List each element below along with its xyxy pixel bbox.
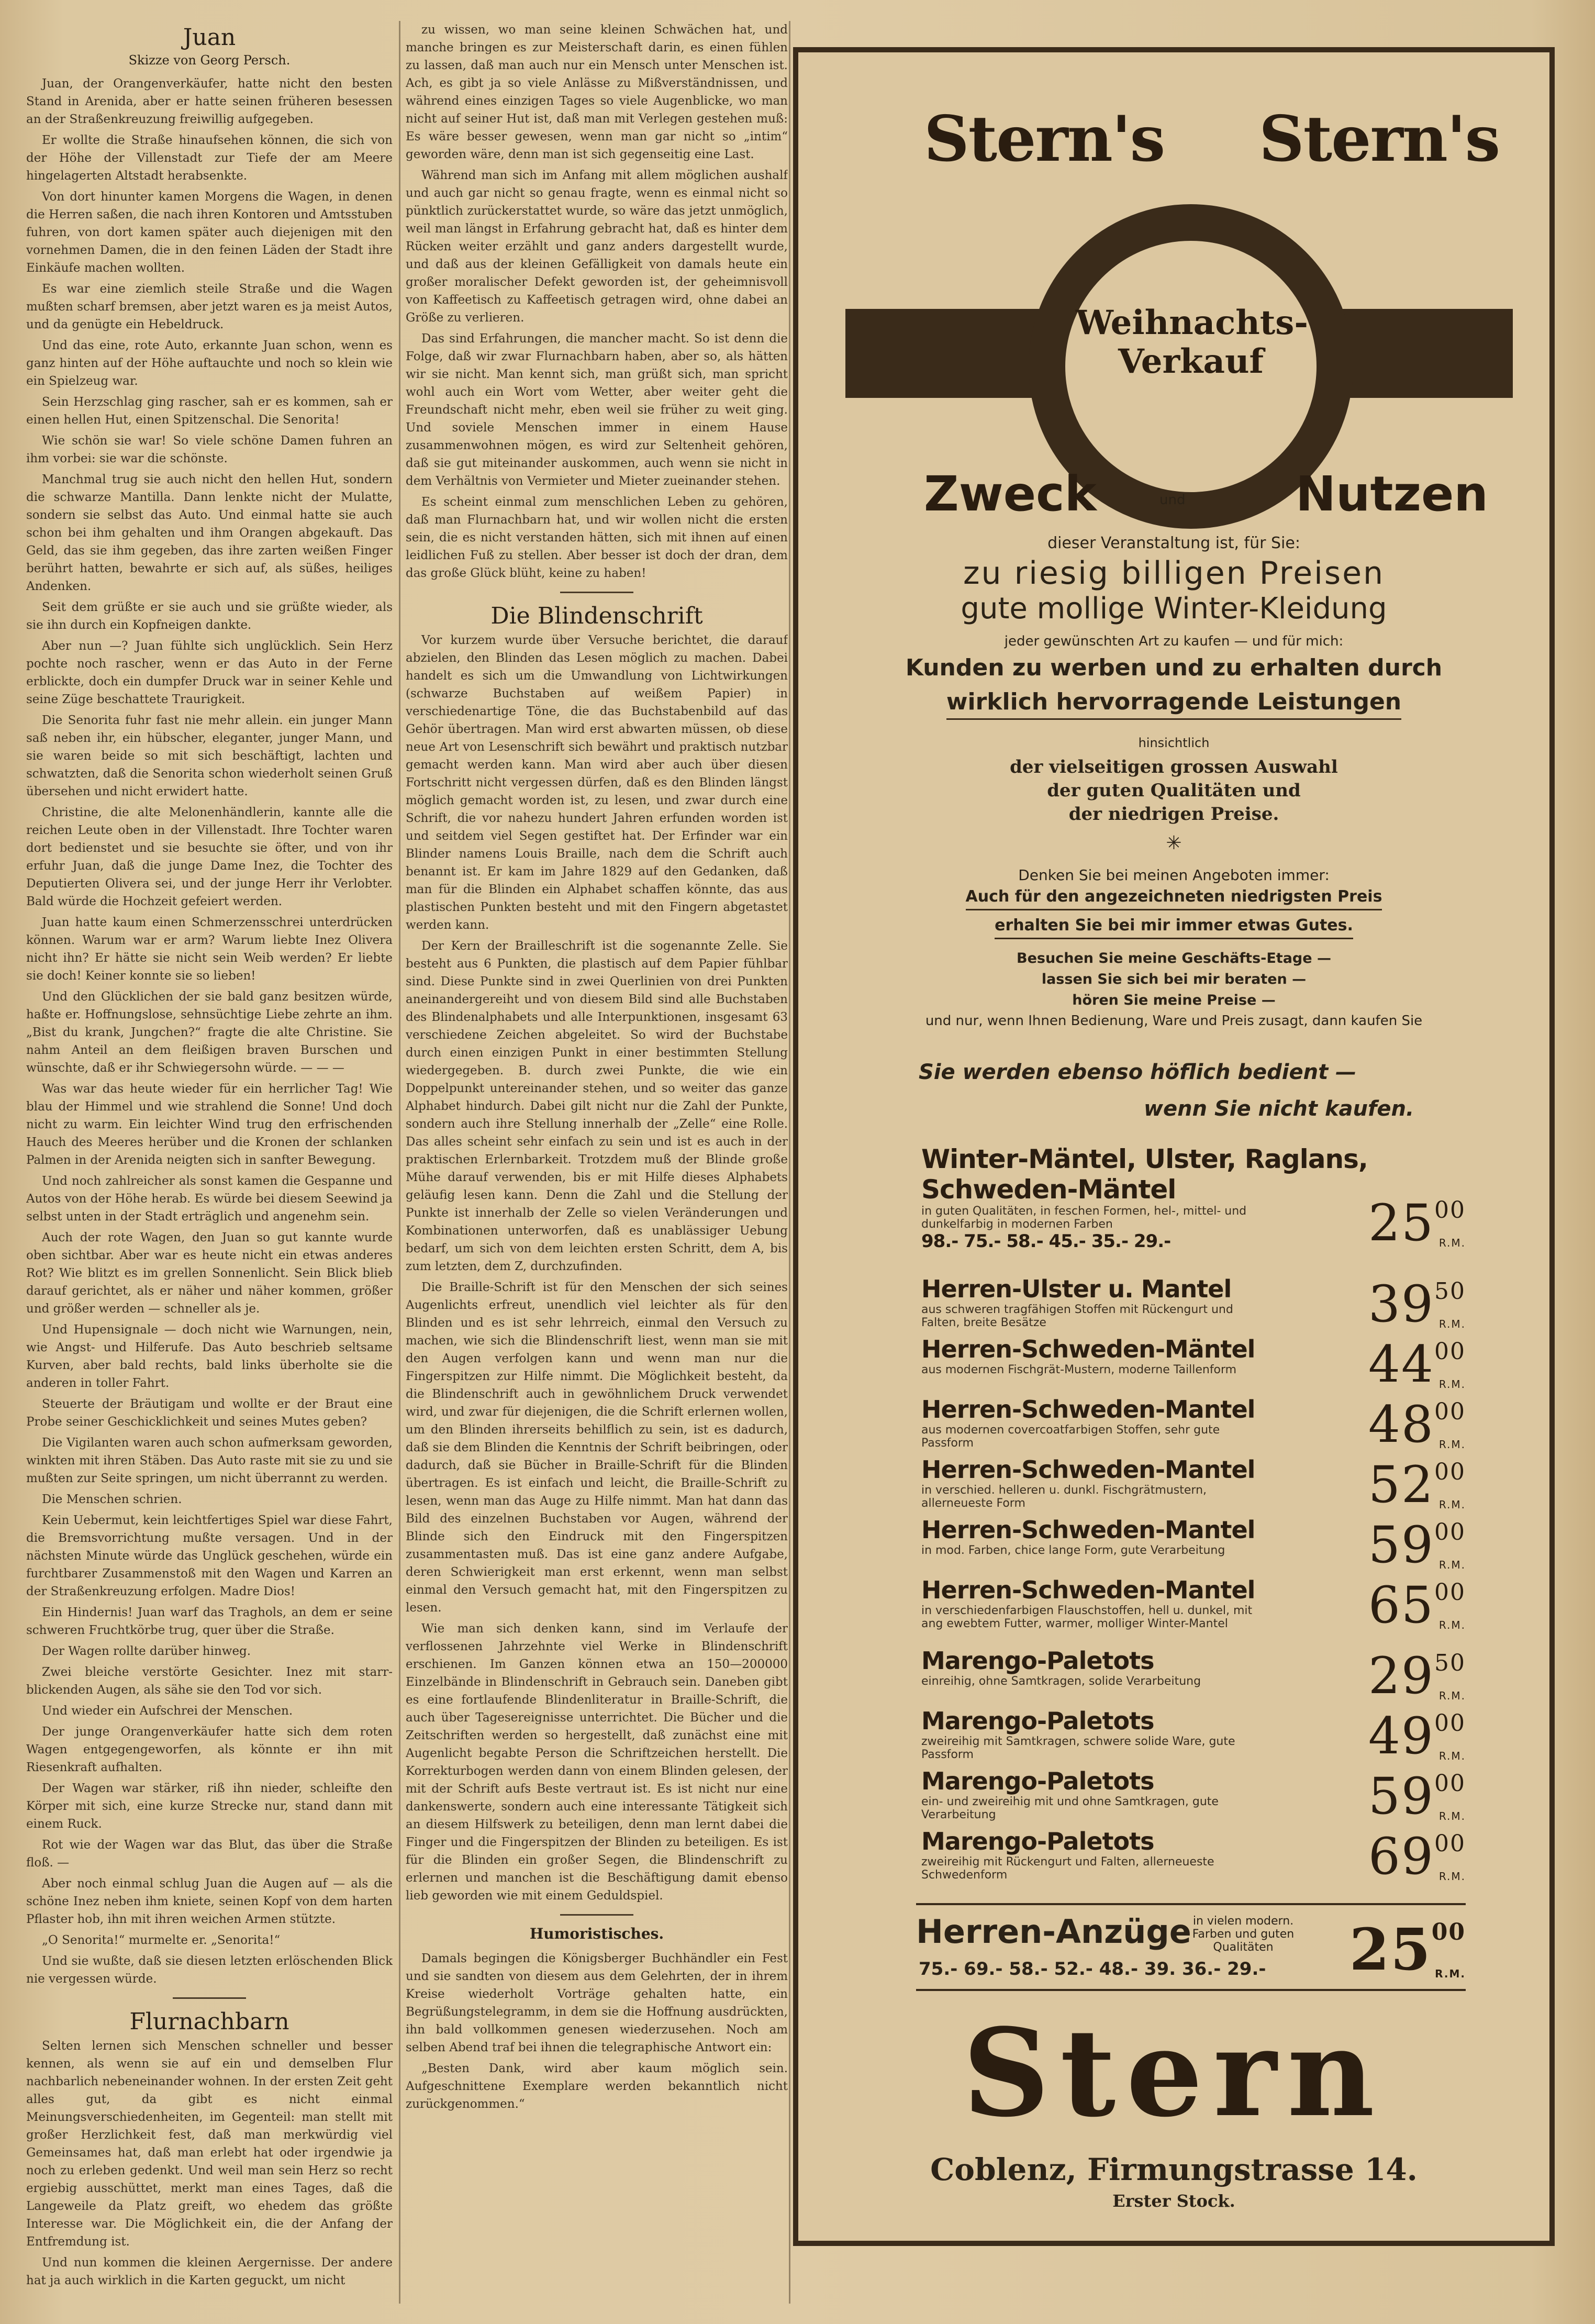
- paragraph: Die Menschen schrien.: [42, 1493, 182, 1506]
- item-name: Herren-Schweden-Mantel: [921, 1455, 1255, 1484]
- price-cents: 00: [1434, 1519, 1466, 1545]
- item-desc: aus schweren tragfähigen Stoffen mit Rückengurt und Falten, breite Besätze: [921, 1303, 1233, 1329]
- item-name: Marengo-Paletots: [921, 1827, 1154, 1855]
- price-value: 69: [1368, 1827, 1434, 1886]
- paragraph: Und wieder ein Aufschrei der Menschen.: [42, 1704, 293, 1718]
- price-value: 25: [1368, 1194, 1434, 1252]
- paragraph: „O Senorita!“ murmelte er. „Senorita!“: [42, 1933, 281, 1947]
- brand-left: Stern's: [924, 102, 1165, 176]
- column-rule: [789, 21, 790, 2304]
- paragraph: Aber nun —? Juan fühlte sich unglücklich. Sein Herz pochte noch rascher, wenn er das Auto in der Ferne erblickte, doch ein dumpfer Druck war in seiner Kehle und seine Züge beschattete Traurigkeit.: [26, 639, 393, 706]
- anzuege-desc: in vielen modern. Farben und guten Qualitäten: [1192, 1915, 1295, 1954]
- item-desc: in verschiedenfarbigen Flauschstoffen, hell u. dunkel, mit ang ewebtem Futter, warmer, molliger Winter-Mantel: [921, 1604, 1253, 1630]
- item-desc: in verschied. helleren u. dunkl. Fischgrätmustern, allerneueste Form: [921, 1484, 1207, 1510]
- item-price: [1368, 1395, 1466, 1454]
- price-value: 59: [1368, 1516, 1434, 1574]
- price-item: [921, 1827, 1466, 1886]
- ornament-bar-left: [845, 309, 1044, 398]
- footer-brand: Stern: [962, 2003, 1386, 2144]
- paragraph: Damals begingen die Königsberger Buchhändler ein Fest und sie sandten von diesem aus dem Gelehrten, der in ihrem Kreise wiederholt Vorträge gehalten hatte, ein Begrüßungstelegramm, in dem sie die Hoffnung ausdrückten, ihn bald vollkommen genesen wiederzusehen. Noch am selben Abend traf bei ihnen die telegraphische Antwort ein:: [406, 1952, 788, 2054]
- ad-text: lassen Sie sich bei mir beraten —: [1041, 971, 1307, 987]
- column-2: [406, 21, 788, 2309]
- price-item: [921, 1275, 1466, 1333]
- ad-text: Kunden zu werben und zu erhalten durch: [905, 654, 1443, 681]
- item-name: Herren-Schweden-Mantel: [921, 1576, 1255, 1604]
- item-desc: ein- und zweireihig mit und ohne Samtkragen, gute Verarbeitung: [921, 1795, 1219, 1821]
- item-desc: zweireihig mit Samtkragen, schwere solide Ware, gute Passform: [921, 1735, 1235, 1761]
- ad-text: der vielseitigen grossen Auswahl: [1010, 757, 1338, 777]
- item-price: [1368, 1194, 1466, 1252]
- paragraph: Die Vigilanten waren auch schon aufmerksam geworden, winkten mit ihren Stäben. Das Auto raste mit sie zu und sie mußten zur Seite springen, um nicht überrannt zu werden.: [26, 1436, 393, 1485]
- item-desc: zweireihig mit Rückengurt und Falten, allerneueste Schwedenform: [921, 1855, 1214, 1882]
- price-cents: 00: [1434, 1459, 1466, 1485]
- price-cents: 00: [1434, 1830, 1466, 1857]
- price-cents: 00: [1434, 1398, 1466, 1425]
- item-desc: einreihig, ohne Samtkragen, solide Verarbeitung: [921, 1675, 1201, 1688]
- price-cents: 00: [1434, 1710, 1466, 1737]
- item-name-2: Schweden-Mäntel: [921, 1174, 1176, 1205]
- ad-underlined: wirklich hervorragende Leistungen: [798, 688, 1549, 720]
- paragraph: Der Kern der Brailleschrift ist die sogenannte Zelle. Sie besteht aus 6 Punkten, die plastisch auf dem Papier fühlbar sind. Diese Punkte sind in zwei Querlinien von drei Punkten aneinandergereiht und von diesem Bild sind alle Buchstaben des Blindenalphabets und alle Interpunktionen, insgesamt 63 verschiedene Zeichen abgeleitet. So wird der Buchstabe durch einen einzigen Punkt in einer bestimmten Stellung wiedergegeben. B. durch zwei Punkte, die wie ein Doppelpunkt untereinander stehen, und so weiter das ganze Alphabet hindurch. Dabei gilt nicht nur die Zahl der Punkte, sondern auch ihre Stellung innerhalb der „Zelle“ eine Rolle. Das alles scheint sehr einfach zu sein und ist es auch in der praktischen Erlernbarkeit. Trotzdem muß der Blinde große Mühe darauf verwenden, bis er mit Hilfe dieses Alphabets geläufig lesen kann. Denn die Zahl und die Stellung der Punkte ist innerhalb der Zelle so vielen Veränderungen und Kombinationen unterworfen, daß es unablässiger Uebung bedarf, um sich von dem leichten ersten Schritt, dem A, bis zum letzten, dem Z, durchzufinden.: [406, 939, 788, 1273]
- paragraph: Von dort hinunter kamen Morgens die Wagen, in denen die Herren saßen, die nach ihren Kontoren und Amtsstuben fuhren, von dort kamen später auch diejenigen mit den vornehmen Damen, die in den feinen Läden der Stadt ihre Einkäufe machen wollten.: [26, 190, 393, 275]
- price-unit: R.M.: [1438, 1619, 1466, 1631]
- headline-nutzen: Nutzen: [1296, 466, 1488, 522]
- price-unit: R.M.: [1438, 1810, 1466, 1822]
- paragraph: Das sind Erfahrungen, die mancher macht. So ist denn die Folge, daß wir zwar Flurnachbarn haben, aber so, als hätten wir sie nicht. Man kennt sich, man grüßt sich, man spricht wohl auch ein Wort vom Wetter, aber weiter geht die Freundschaft nicht mehr, eben weil sie früher zu weit ging. Und soviele Menschen immer in einem Hause zusammenwohnen mögen, es wird zur Seltenheit gehören, daß sie gut miteinander auskommen, auch wenn sie nicht in dem Verhältnis von Vermieter und Mieter zueinander stehen.: [406, 332, 788, 488]
- column-1: [26, 21, 393, 2309]
- separator: [560, 592, 633, 593]
- price-item: [921, 1395, 1466, 1454]
- ad-text: jeder gewünschten Art zu kaufen — und für mich:: [1004, 633, 1344, 649]
- price-unit: R.M.: [1438, 1378, 1466, 1391]
- price-item: [921, 1647, 1466, 1705]
- ad-text: Besuchen Sie meine Geschäfts-Etage —: [1017, 950, 1331, 966]
- paragraph: Wie man sich denken kann, sind im Verlaufe der verflossenen Jahrzehnte viel Werke in Blindenschrift erschienen. Im Ganzen können etwa an 150—200000 Einzelbände in Blindenschrift in Gebrauch sein. Daneben gibt es eine fortlaufende Blindenliteratur in Braille-Schrift, die auch über Tagesereignisse unterrichtet. Die Bücher und die Zeitschriften werden so hergestellt, daß zunächst eine mit Augenlicht begabte Person die Schriftzeichen herstellt. Die Korrekturbogen werden dann von einem Blinden gelesen, der mit der Schrift aufs Beste vertraut ist. Es ist nicht nur eine dankenswerte, sondern auch eine interessante Tätigkeit sich an diesem Hilfswerk zu beteiligen, denn man lernt dabei die Finger und die Fingerspitzen der Blinden zu beteiligen. Es ist für die Blinden ein großer Segen, die Blindenschrift zu erlernen und manchen ist die Beschäftigung damit ebenso lieb geworden wie mit einem Geduldspiel.: [406, 1622, 788, 1903]
- paragraph: Zwei bleiche verstörte Gesichter. Inez mit starr-blickenden Augen, als sähe sie den Tod vor sich.: [26, 1665, 393, 1697]
- ad-text: hören Sie meine Preise —: [1072, 992, 1276, 1008]
- article-title-juan: Juan: [183, 24, 236, 51]
- ad-text: gute mollige Winter-Kleidung: [961, 592, 1387, 626]
- paragraph: Juan hatte kaum einen Schmerzensschrei unterdrücken können. Warum war er arm? Warum liebte Inez Olivera nicht ihn? Er hätte sie nicht sein Weib werden? Er liebte sie doch! Keiner konnte sie so lieben!: [26, 916, 393, 983]
- paragraph: Wie schön sie war! So viele schöne Damen fuhren an ihm vorbei: sie war die schönste.: [26, 434, 393, 465]
- item-name: Marengo-Paletots: [921, 1707, 1154, 1735]
- price-item: [921, 1576, 1466, 1634]
- anzuege-prices: 75.- 69.- 58.- 52.- 48.- 39. 36.- 29.-: [919, 1959, 1266, 1980]
- price-unit: R.M.: [1438, 1498, 1466, 1511]
- paragraph: Der Wagen war stärker, riß ihn nieder, schleifte den Körper mit sich, eine kurze Strecke nur, stand dann mit einem Ruck.: [26, 1782, 393, 1831]
- paragraph: Er wollte die Straße hinaufsehen können, die sich von der Höhe der Villenstadt zur Tiefe der am Meere hingelagerten Altstadt herabsenkte.: [26, 134, 393, 183]
- article-subtitle-juan: Skizze von Georg Persch.: [128, 53, 291, 68]
- price-item: [921, 1335, 1466, 1394]
- paragraph: Es war eine ziemlich steile Straße und die Wagen mußten scharf bremsen, aber jetzt waren es ja meist Autos, und da genügte ein Hebeldruck.: [26, 282, 393, 331]
- price-cents: 00: [1434, 1770, 1466, 1797]
- price-value: 52: [1368, 1455, 1434, 1514]
- item-price: [1368, 1275, 1466, 1333]
- price-unit: R.M.: [1438, 1237, 1466, 1249]
- paragraph: Ein Hindernis! Juan warf das Traghols, an dem er seine schweren Fruchtkörbe trug, quer über die Straße.: [26, 1606, 393, 1637]
- paragraph: Vor kurzem wurde über Versuche berichtet, die darauf abzielen, den Blinden das Lesen möglich zu machen. Dabei handelt es sich um die Umwandlung von Lichtwirkungen (schwarze Buchstaben auf weißem Papier) in verschiedenartige Töne, die das Buchstabenbild auf das Gehör übertragen. Man wird erst abwarten müssen, ob diese neue Art von Lesenschrift sich bewährt und praktisch nutzbar gemacht werden kann. Man wird aber auch über diesen Fortschritt nicht vergessen dürfen, daß es den Blinden längst möglich gemacht worden ist, zu lesen, und zwar durch eine Schrift, die vor nahezu hundert Jahren erfunden worden ist und seitdem viel Segen gestiftet hat. Der Erfinder war ein Blinder namens Louis Braille, nach dem die Schrift auch benannt ist. Er kam im Jahre 1829 auf den Gedanken, daß man für die Blinden ein Alphabet schaffen könnte, das aus plastischen Punkten besteht und mit den Fingern abgetastet werden kann.: [406, 633, 788, 932]
- paragraph: Und den Glücklichen der sie bald ganz besitzen würde, haßte er. Hoffnungslose, sehnsüchtige Liebe zehrte an ihm. „Bist du krank, Jungchen?“ fragte die alte Christine. Sie nahm Anteil an dem fleißigen braven Burschen und wünschte, daß er ihr Schwiegersohn würde. — — —: [26, 990, 393, 1075]
- price-cents: 00: [1434, 1197, 1466, 1224]
- paragraph: Manchmal trug sie auch nicht den hellen Hut, sondern die schwarze Mantilla. Dann lenkte nicht der Mulatte, sondern sie selbst das Auto. Und einmal hatte sie auch schon bei ihm gehalten und ihm Orangen abgekauft. Das Geld, das sie ihm gegeben, das ihre zarten weißen Finger berührt hatten, bewahrte er sich auf, als süßes, heiliges Andenken.: [26, 473, 393, 593]
- price-cents: 00: [1434, 1338, 1466, 1365]
- article-body-blindenschrift: [406, 631, 788, 1905]
- price-unit: R.M.: [1438, 1559, 1466, 1571]
- item-price: [1368, 1707, 1466, 1765]
- item-desc: in mod. Farben, chice lange Form, gute Verarbeitung: [921, 1544, 1225, 1557]
- item-desc: aus modernen covercoatfarbigen Stoffen, sehr gute Passform: [921, 1424, 1220, 1450]
- ad-text: der guten Qualitäten und: [1047, 780, 1301, 801]
- paragraph: Der junge Orangenverkäufer hatte sich dem roten Wagen entgegengeworfen, als könnte er ihn mit Riesenkraft aufhalten.: [26, 1725, 393, 1774]
- paragraph: Seit dem grüßte er sie auch und sie grüßte wieder, als sie ihn durch ein Kopfneigen dankte.: [26, 601, 393, 632]
- item-name: Herren-Schweden-Mäntel: [921, 1335, 1255, 1363]
- item-name: Marengo-Paletots: [921, 1767, 1154, 1795]
- item-price: [1368, 1516, 1466, 1574]
- price-value: 49: [1368, 1707, 1434, 1765]
- anzuege-name: Herren-Anzüge: [916, 1912, 1191, 1951]
- ring-text: Weihnachts- Verkauf: [1076, 303, 1308, 381]
- paragraph: Und noch zahlreicher als sonst kamen die Gespanne und Autos von der Höhe herab. Es würde bei diesem Seewind ja selbst unten in der Stadt erträglich und angenehm sein.: [26, 1174, 393, 1224]
- ad-text: zu riesig billigen Preisen: [963, 555, 1385, 592]
- item-prices: 98.- 75.- 58.- 45.- 35.- 29.-: [921, 1231, 1171, 1252]
- item-price: [1368, 1647, 1466, 1705]
- price-item: [921, 1144, 1466, 1252]
- paragraph: Sein Herzschlag ging rascher, sah er es kommen, sah er einen hellen Hut, einen Spitzenschal. Die Senorita!: [26, 395, 393, 427]
- price-value: 48: [1368, 1395, 1434, 1454]
- price-item: [921, 1516, 1466, 1574]
- paragraph: Und nun kommen die kleinen Aergernisse. Der andere hat ja auch wirklich in die Karten geguckt, um nicht: [26, 2256, 393, 2287]
- price-cents: 50: [1434, 1650, 1466, 1676]
- separator: [560, 1914, 633, 1916]
- paragraph: Während man sich im Anfang mit allem möglichen aushalf und auch gar nicht so genau fragte, wenn es einmal nicht so pünktlich zurückerstattet wurde, so wäre das jetzt unmöglich, weil man längst in Erfahrung gebracht hat, daß es hinter dem Rücken weiter erzählt und ganz anders dargestellt wurde, und daß aus der kleinen Gefälligkeit von damals heute ein großer moralischer Defekt geworden ist, der geheimnisvoll von Kaffeetisch zu Kaffeetisch getragen wird, ohne dabei an Größe zu verlieren.: [406, 169, 788, 325]
- paragraph: Die Braille-Schrift ist für den Menschen der sich seines Augenlichts erfreut, unendlich viel leichter als für den Blinden und es ist sehr lehrreich, einmal den Versuch zu machen, wie sich die Blindenschrift liest, wenn man sie mit den Augen verfolgen kann und wenn man nur die Fingerspitzen zur Hilfe nimmt. Die Möglichkeit besteht, da die Blindenschrift auch in gewöhnlichem Druck verwendet wird, und zwar für diejenigen, die die Schrift erlernen wollen, um den Blinden ihrerseits behilflich zu sein, ist es dadurch, daß sie dem Blinden die Kenntnis der Schrift beibringen, oder dadurch, daß sie Bücher in Braille-Schrift für die Blinden übertragen. Es ist einfach und leicht, die Braille-Schrift zu lesen, wenn man das Auge zu Hilfe nimmt. Man hat dann das Bild des einzelnen Buchstaben vor Augen, während der Blinde sich den Eindruck mit den Fingerspitzen zusammentasten muß. Das ist eine ganz andere Aufgabe, deren Schwierigkeit man erst erkennt, wenn man selbst einmal den Versuch gemacht hat, mit den Fingerspitzen zu lesen.: [406, 1281, 788, 1615]
- price-item: [921, 1707, 1466, 1765]
- ad-text: hinsichtlich: [1138, 736, 1210, 750]
- separator: [173, 1997, 246, 1999]
- paragraph: „Besten Dank, wird aber kaum möglich sein. Aufgeschnittene Exemplare werden bekanntlich nicht zurückgenommen.“: [406, 2062, 788, 2111]
- anzuege-box: [916, 1903, 1466, 1991]
- paragraph: Auch der rote Wagen, den Juan so gut kannte wurde oben sichtbar. Aber war es heute nicht ein etwas anderes Rot? Wie blitzt es im grellen Sonnenlicht. Sein Blick blieb darauf gerichtet, als er näher und näher kommen, größer und größer werden — schneller als je.: [26, 1231, 393, 1316]
- article-body-humor: [406, 1950, 788, 2113]
- anzuege-price: $25^{00}$ R.M.: [1349, 1916, 1466, 1983]
- price-unit: R.M.: [1438, 1689, 1466, 1702]
- paragraph: Rot wie der Wagen war das Blut, das über die Straße floß. —: [26, 1838, 393, 1870]
- ornament-bar-right: [1337, 309, 1513, 398]
- paragraph: Juan, der Orangenverkäufer, hatte nicht den besten Stand in Arenida, aber er hatte seinen früheren besessen an der Straßenkreuzung freiwillig aufgegeben.: [26, 77, 393, 126]
- item-price: [1368, 1576, 1466, 1634]
- ad-text: wenn Sie nicht kaufen.: [1144, 1097, 1414, 1121]
- article-body-flurnachbarn-cont: [406, 21, 788, 582]
- item-desc: in guten Qualitäten, in feschen Formen, hel-, mittel- und dunkelfarbig in modernen Farben: [921, 1205, 1247, 1231]
- article-title-humor: Humoristisches.: [529, 1925, 664, 1942]
- article-title-flurnachbarn: Flurnachbarn: [129, 2008, 289, 2035]
- item-price: [1368, 1455, 1466, 1514]
- ad-underlined: Auch für den angezeichneten niedrigsten Preis: [798, 887, 1549, 910]
- paragraph: Steuerte der Bräutigam und wollte er der Braut eine Probe seiner Geschicklichkeit und seines Mutes geben?: [26, 1397, 393, 1429]
- item-name: Herren-Schweden-Mantel: [921, 1516, 1255, 1544]
- price-value: 59: [1368, 1767, 1434, 1826]
- brand-right: Stern's: [1259, 102, 1500, 176]
- price-value: 44: [1368, 1335, 1434, 1394]
- paragraph: Und Hupensignale — doch nicht wie Warnungen, nein, wie Angst- und Hilferufe. Das Auto beschrieb seltsame Kurven, aber bald rechts, bald links überholte sie die anderen in toller Fahrt.: [26, 1323, 393, 1390]
- price-cents: 00: [1434, 1579, 1466, 1606]
- price-value: 65: [1368, 1576, 1434, 1634]
- ad-text: der niedrigen Preise.: [1068, 804, 1279, 825]
- price-unit: R.M.: [1438, 1318, 1466, 1330]
- ad-text: und nur, wenn Ihnen Bedienung, Ware und Preis zusagt, dann kaufen Sie: [925, 1013, 1423, 1029]
- paragraph: Die Senorita fuhr fast nie mehr allein. ein junger Mann saß neben ihr, ein hübscher, eleganter, junger Mann, und sie waren beide so mit sich beschäftigt, lachten und schwatzten, daß die Senorita schon wiederholt seinen Gruß übersehen und nicht erwidert hatte.: [26, 714, 393, 798]
- ad-text: Sie werden ebenso höflich bedient —: [919, 1060, 1357, 1084]
- price-unit: R.M.: [1438, 1438, 1466, 1451]
- paragraph: Kein Uebermut, kein leichtfertiges Spiel war diese Fahrt, die Bremsvorrichtung mußte versagen. Und in der nächsten Minute würde das Unglück geschehen, würde ein furchtbarer Zusammenstoß mit den Wagen und Karren an der Straßenkreuzung erfolgen. Madre Dios!: [26, 1514, 393, 1598]
- paragraph: Was war das heute wieder für ein herrlicher Tag! Wie blau der Himmel und wie strahlend die Sonne! Und doch nicht zu warm. Ein leichter Wind trug den erfrischenden Hauch des Meeres herüber und die Kronen der schlanken Palmen in der Arenida neigten sich in sanfter Bewegung.: [26, 1082, 393, 1167]
- price-item: [921, 1767, 1466, 1826]
- price-unit: R.M.: [1438, 1750, 1466, 1762]
- item-price: [1368, 1767, 1466, 1826]
- price-cents: 50: [1434, 1278, 1466, 1305]
- paragraph: Der Wagen rollte darüber hinweg.: [42, 1644, 251, 1658]
- price-unit: R.M.: [1438, 1870, 1466, 1883]
- item-price: [1368, 1335, 1466, 1394]
- star-icon: ✳: [1166, 832, 1182, 854]
- item-name: Marengo-Paletots: [921, 1647, 1154, 1675]
- paragraph: Selten lernen sich Menschen schneller und besser kennen, als wenn sie auf ein und demselben Flur nachbarlich nebeneinander wohnen. In der ersten Zeit geht alles gut, da gibt es nicht einmal Meinungsverschiedenheiten, im Gegenteil: man stellt mit großer Herzlichkeit fest, daß man merkwürdig viel Gemeinsames hat, daß man erlebt hat oder irgendwie ja noch zu erleben gedenkt. Und weil man sein Herz so recht ergiebig ausschüttet, merkt man eines Tages, daß die Langeweile da Platz greift, wo ehedem das größte Interesse war. Die Möglichkeit ein, die der Anfang der Entfremdung ist.: [26, 2039, 393, 2249]
- ad-text: dieser Veranstaltung ist, für Sie:: [1047, 534, 1300, 552]
- paragraph: Christine, die alte Melonenhändlerin, kannte alle die reichen Leute oben in der Villenstadt. Ihre Tochter waren dort bedienstet und sie besuchte sie öfter, und von ihr erfuhr Juan, daß die junge Dame Inez, die Tochter des Deputierten Olivera sei, und der junge Herr ihr Verlobter. Bald würde die Hochzeit gefeiert werden.: [26, 806, 393, 908]
- price-item: [921, 1455, 1466, 1514]
- paragraph: Aber noch einmal schlug Juan die Augen auf — als die schöne Inez neben ihm kniete, seinen Kopf von dem harten Pflaster hob, ihn mit ihren weichen Armen stützte.: [26, 1877, 393, 1926]
- headline-zweck: Zweck: [924, 466, 1097, 522]
- footer-address: Coblenz, Firmungstrasse 14.: [930, 2152, 1418, 2187]
- stern-advertisement: [793, 47, 1555, 2246]
- footer-floor: Erster Stock.: [1112, 2191, 1235, 2211]
- ad-underlined: erhalten Sie bei mir immer etwas Gutes.: [798, 916, 1549, 939]
- column-rule: [399, 21, 400, 2304]
- price-value: 29: [1368, 1647, 1434, 1705]
- item-name: Winter-Mäntel, Ulster, Raglans,: [921, 1144, 1368, 1174]
- paragraph: Es scheint einmal zum menschlichen Leben zu gehören, daß man Flurnachbarn hat, und wir wollen nicht die ersten sein, die es nicht verstanden hätten, sich mit ihnen auf einen leidlichen Fuß zu stellen. Aber besser ist doch der dran, dem das große Glück blüht, keine zu haben!: [406, 495, 788, 580]
- item-desc: aus modernen Fischgrät-Mustern, moderne Taillenform: [921, 1363, 1237, 1376]
- paragraph: Und sie wußte, daß sie diesen letzten erlöschenden Blick nie vergessen würde.: [26, 1954, 393, 1986]
- article-body-juan: [26, 75, 393, 1988]
- item-name: Herren-Ulster u. Mantel: [921, 1275, 1232, 1303]
- price-value: 39: [1368, 1275, 1434, 1333]
- item-price: [1368, 1827, 1466, 1886]
- paragraph: Und das eine, rote Auto, erkannte Juan schon, wenn es ganz hinten auf der Höhe auftauchte und noch so klein wie ein Spielzeug war.: [26, 339, 393, 388]
- ad-text: Denken Sie bei meinen Angeboten immer:: [1018, 866, 1330, 884]
- article-title-blindenschrift: Die Blindenschrift: [490, 603, 703, 629]
- headline-und: und: [1159, 492, 1186, 508]
- paragraph: zu wissen, wo man seine kleinen Schwächen hat, und manche bringen es zur Meisterschaft darin, es einen fühlen zu lassen, daß man auch nur ein Mensch unter Menschen ist. Ach, es gibt ja so viele Anlässe zu Mißverständnissen, und während eines einzigen Tages so viele Augenblicke, wo man nicht auf seiner Hut ist, daß man mit Verlegen gestehen muß: Es wäre besser gewesen, wenn man gar nicht so „intim“ geworden wäre, denn man ist sich gegenseitig eine Last.: [406, 23, 788, 161]
- article-body-flurnachbarn: [26, 2037, 393, 2289]
- item-name: Herren-Schweden-Mantel: [921, 1395, 1255, 1424]
